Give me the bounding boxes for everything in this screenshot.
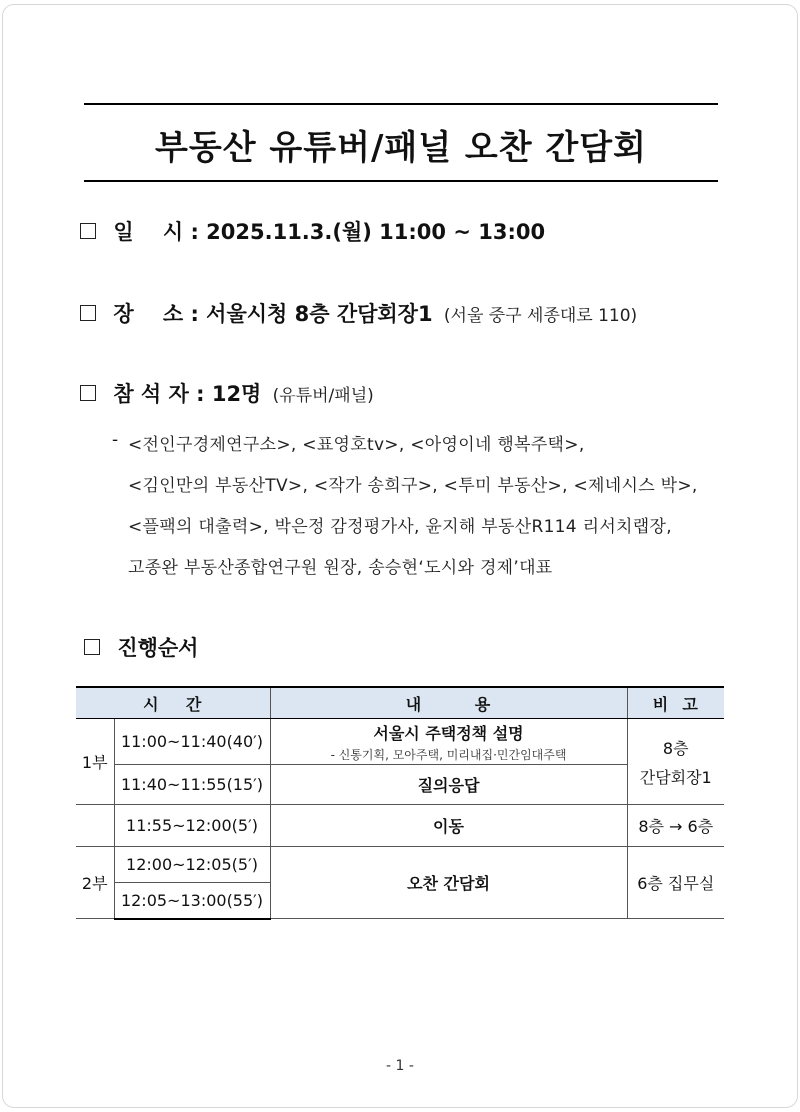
content-cell: 이동	[270, 805, 627, 847]
table-row	[76, 719, 724, 765]
time-cell: 11:00~11:40(40′)	[114, 719, 270, 765]
checkbox-icon	[80, 223, 96, 239]
title-bottom-rule	[84, 180, 718, 182]
part-2-cell: 2부	[76, 847, 114, 919]
note-cell	[627, 719, 724, 805]
time-cell: 12:05~13:00(55′)	[114, 883, 270, 919]
note-cell: 6층 집무실	[627, 847, 724, 919]
table-row	[76, 805, 724, 847]
attendee-line-4: 고종완 부동산종합연구원 원장, 송승현‘도시와 경제’대표	[128, 558, 553, 578]
time-cell: 12:00~12:05(5′)	[114, 847, 270, 883]
note-cell: 8층 → 6층	[627, 805, 724, 847]
attendees-count: 12명	[211, 382, 262, 406]
time-cell: 11:55~12:00(5′)	[114, 805, 270, 847]
note-room: 간담회장1	[639, 767, 712, 787]
content-cell: 오찬 간담회	[270, 847, 627, 919]
content-cell	[270, 719, 627, 765]
table-header-row	[76, 687, 724, 719]
schedule-heading-label: 진행순서	[117, 636, 199, 660]
date-item	[80, 216, 545, 246]
title-top-rule	[84, 103, 718, 105]
header-content: 내 용	[270, 687, 627, 719]
place-item	[80, 298, 637, 328]
attendee-line-3: <플팩의 대출력>, 박은정 감정평가사, 윤지해 부동산R114 리서치랩장,	[128, 517, 672, 537]
attendees-item	[80, 378, 374, 408]
header-note: 비 고	[627, 687, 724, 719]
time-cell: 11:40~11:55(15′)	[114, 765, 270, 805]
attendees-note: (유튜버/패널)	[272, 386, 374, 406]
content-subtitle: - 신통기획, 모아주택, 미리내집·민간임대주택	[330, 747, 567, 762]
place-label: 장 소 :	[113, 302, 199, 326]
date-label: 일 시 :	[113, 220, 199, 244]
page-title: 부동산 유튜버/패널 오찬 간담회	[155, 128, 647, 168]
content-cell: 질의응답	[270, 765, 627, 805]
attendee-line-2: <김인만의 부동산TV>, <작가 송희구>, <투미 부동산>, <제네시스 박>,	[128, 476, 698, 496]
page-number: - 1 -	[386, 1058, 414, 1074]
date-value: 2025.11.3.(월) 11:00 ~ 13:00	[206, 220, 546, 244]
note-floor: 8층	[662, 738, 689, 758]
header-time: 시 간	[76, 687, 270, 719]
place-value: 서울시청 8층 간담회장1	[206, 302, 433, 326]
attendees-label: 참 석 자 :	[113, 382, 205, 406]
content-title: 서울시 주택정책 설명	[373, 723, 524, 743]
part-1-cell: 1부	[76, 719, 114, 805]
table-row	[76, 765, 724, 805]
checkbox-icon	[80, 385, 96, 401]
attendee-line-1: <전인구경제연구소>, <표영호tv>, <아영이네 행복주택>,	[128, 435, 585, 455]
schedule-heading	[84, 632, 198, 662]
schedule-table	[76, 686, 724, 920]
place-address: (서울 중구 세종대로 110)	[443, 306, 638, 326]
checkbox-icon	[84, 639, 100, 655]
part-cell-empty	[76, 805, 114, 847]
checkbox-icon	[80, 305, 96, 321]
attendee-list-dash: -	[112, 430, 119, 450]
table-row	[76, 847, 724, 883]
